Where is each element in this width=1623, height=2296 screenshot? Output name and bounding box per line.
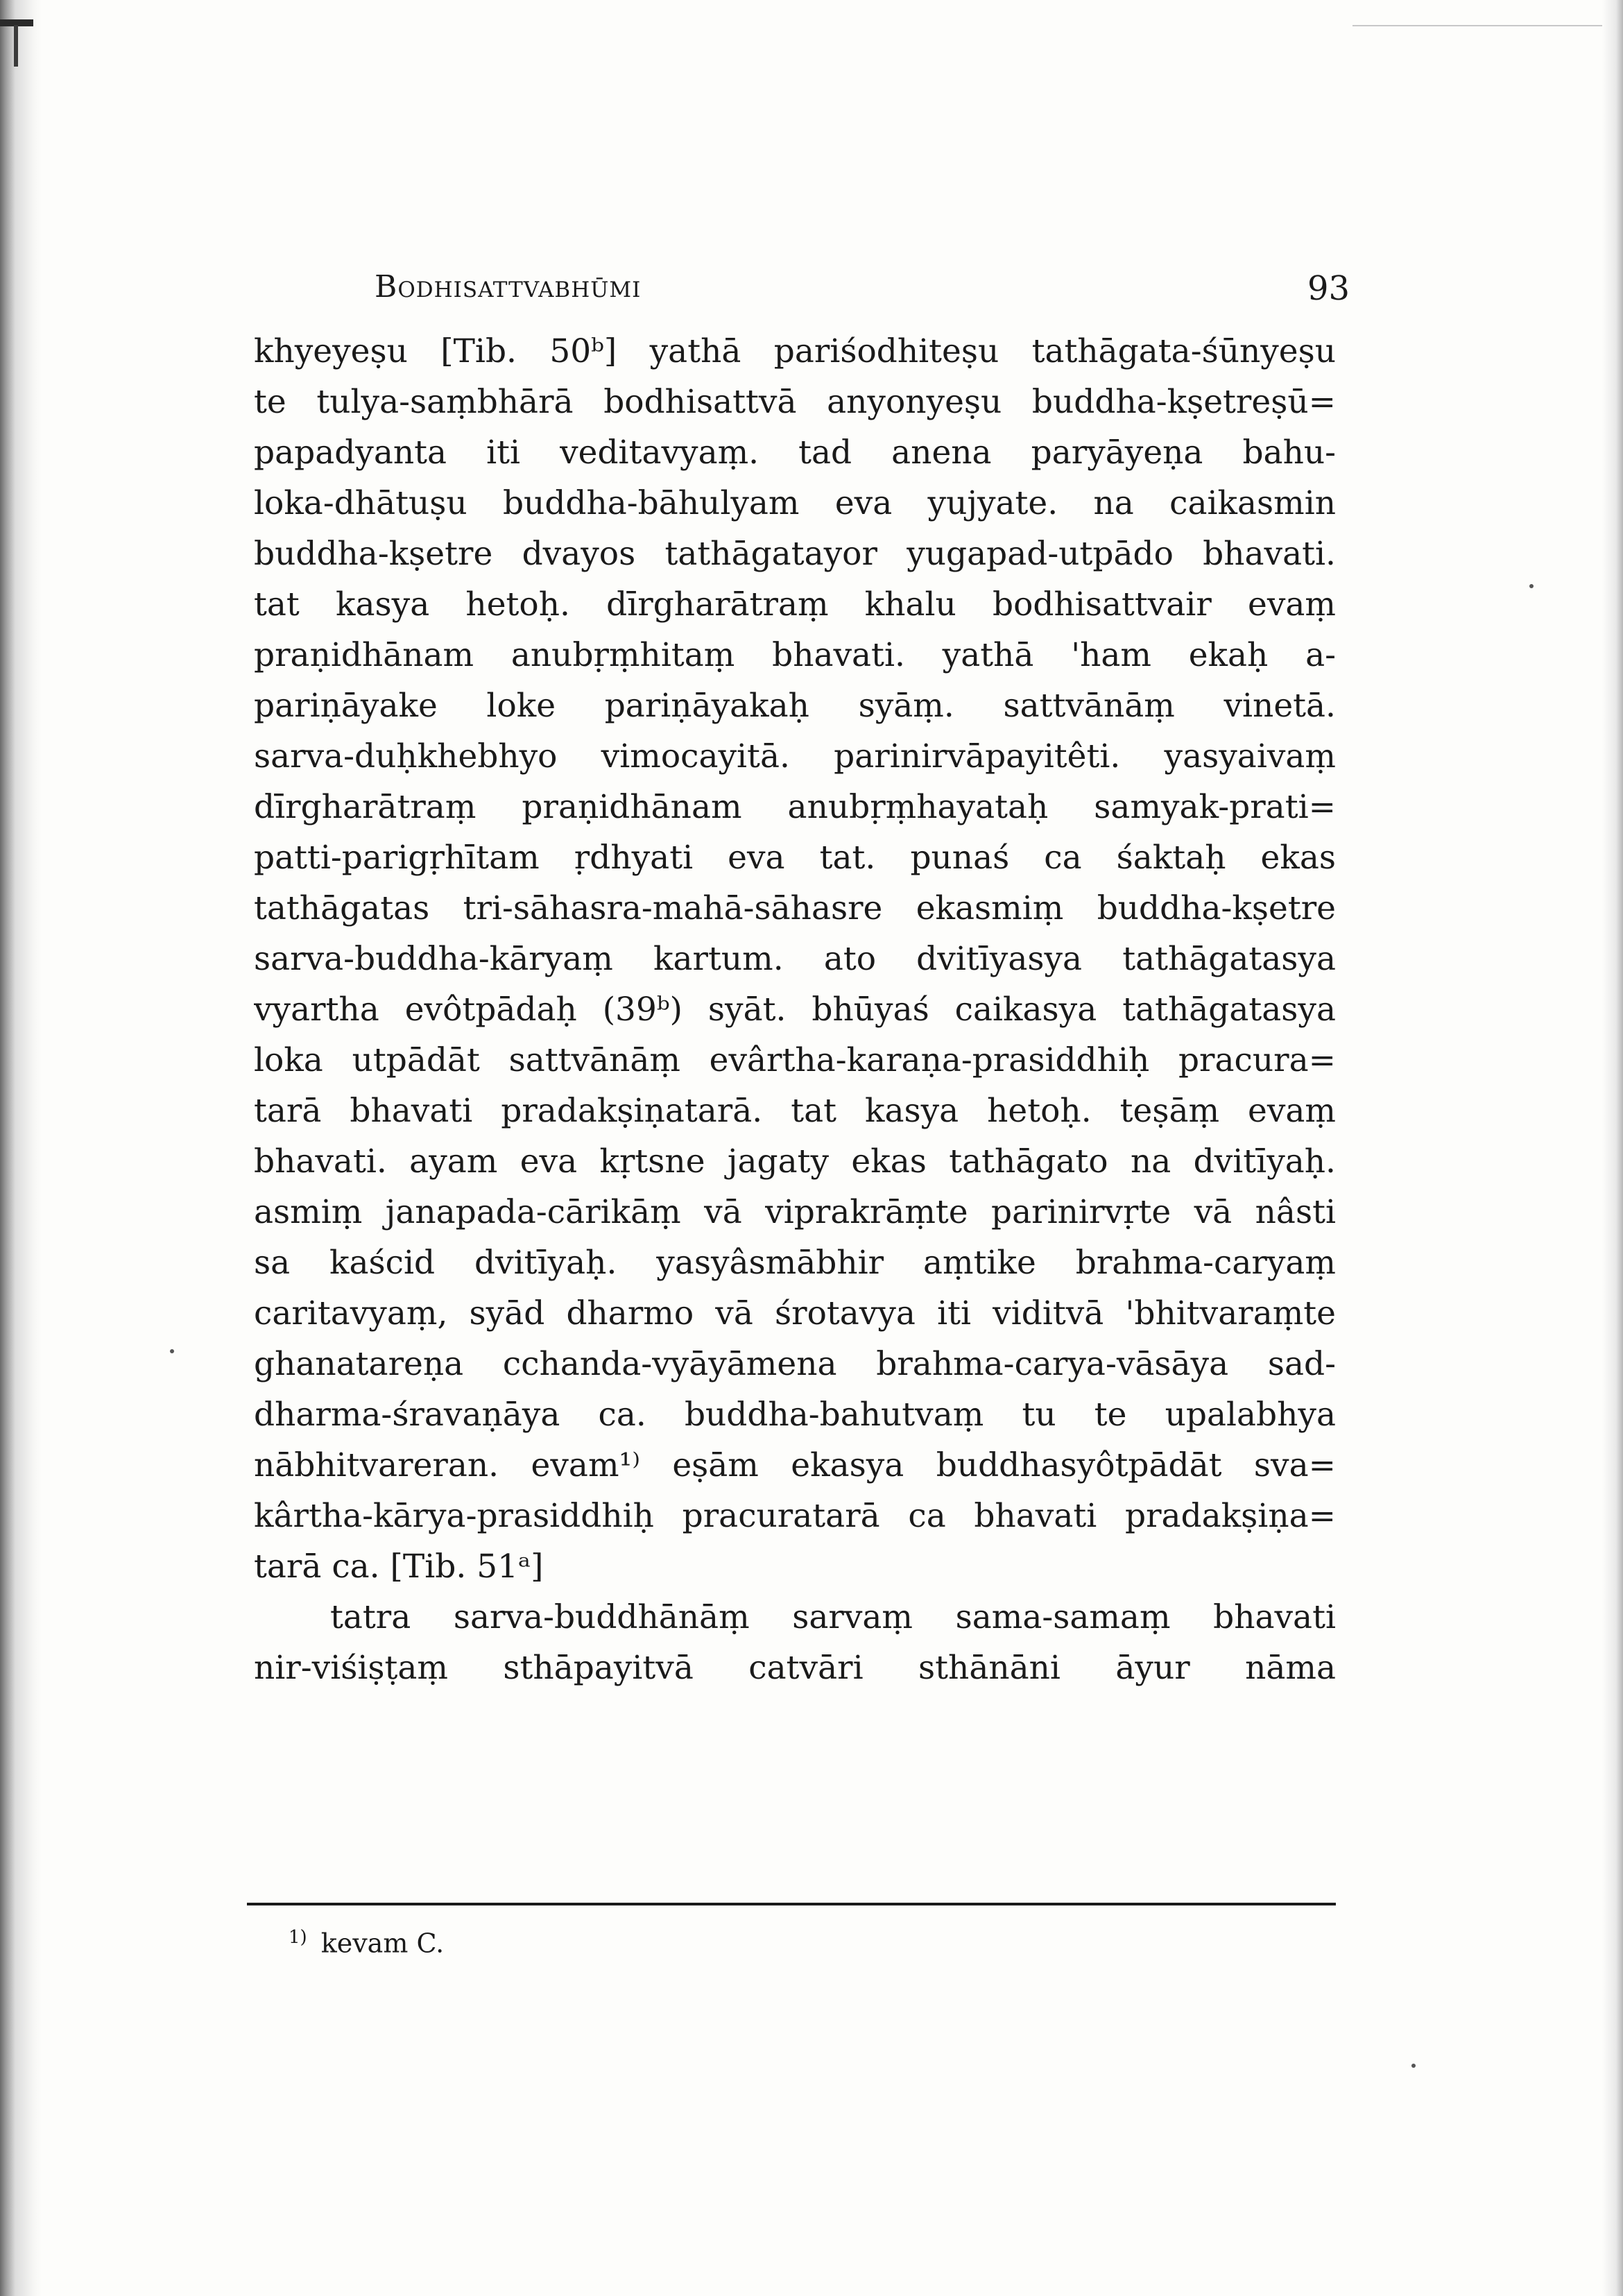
- text-line: sa kaścid dvitīyaḥ. yasyâsmābhir aṃtike brahma-caryaṃ: [254, 1244, 1336, 1282]
- footnote-rule: [247, 1903, 1336, 1905]
- text-line: khyeyeṣu [Tib. 50ᵇ] yathā pariśodhiteṣu tathāgata-śūnyeṣu: [254, 332, 1336, 370]
- text-line: sarva-buddha-kāryaṃ kartum. ato dvitīyasya tathāgatasya: [254, 940, 1336, 978]
- binding-edge: [0, 0, 42, 2296]
- paragraph-end-line: tarā ca. [Tib. 51ᵃ]: [254, 1548, 544, 1586]
- body-text: [254, 326, 1336, 1693]
- text-line: loka utpādāt sattvānāṃ evârtha-karaṇa-prasiddhiḥ pracura=: [254, 1041, 1336, 1079]
- text-line: dharma-śravaṇāya ca. buddha-bahutvaṃ tu te upalabhya: [254, 1396, 1336, 1434]
- text-line: papadyanta iti veditavyaṃ. tad anena paryāyeṇa bahu-: [254, 434, 1336, 472]
- binding-stem: [14, 25, 18, 67]
- scan-speck: [170, 1349, 174, 1353]
- text-line: ghanatareṇa cchanda-vyāyāmena brahma-carya-vāsāya sad-: [254, 1345, 1336, 1383]
- top-edge-rule: [1352, 25, 1602, 26]
- text-line: tat kasya hetoḥ. dīrgharātraṃ khalu bodhisattvair evaṃ: [254, 585, 1336, 624]
- footnote-text: kevam C.: [320, 1928, 445, 1959]
- text-line: nir-viśiṣṭaṃ sthāpayitvā catvāri sthānāni āyur nāma: [254, 1649, 1336, 1687]
- scan-speck: [1411, 2064, 1416, 2068]
- text-line: loka-dhātuṣu buddha-bāhulyam eva yujyate. na caikasmin: [254, 484, 1336, 522]
- right-page-edge: [1602, 0, 1623, 2296]
- page-number: 93: [1307, 269, 1350, 308]
- text-line: nābhitvareran. evam¹⁾ eṣām ekasya buddhasyôtpādāt sva=: [254, 1446, 1336, 1484]
- text-line: tathāgatas tri-sāhasra-mahā-sāhasre ekasmiṃ buddha-kṣetre: [254, 889, 1336, 927]
- footnote-marker: 1): [289, 1927, 307, 1948]
- text-line: te tulya-saṃbhārā bodhisattvā anyonyeṣu buddha-kṣetreṣū=: [254, 383, 1336, 421]
- text-line: sarva-duḥkhebhyo vimocayitā. parinirvāpayitêti. yasyaivaṃ: [254, 737, 1336, 776]
- text-line: dīrgharātraṃ praṇidhānam anubṛṃhayataḥ samyak-prati=: [254, 788, 1336, 826]
- text-line: patti-parigṛhītam ṛdhyati eva tat. punaś ca śaktaḥ ekas: [254, 839, 1336, 877]
- text-line: buddha-kṣetre dvayos tathāgatayor yugapad-utpādo bhavati.: [254, 535, 1336, 573]
- text-line: pariṇāyake loke pariṇāyakaḥ syāṃ. sattvānāṃ vinetā.: [254, 687, 1336, 725]
- text-line: asmiṃ janapada-cārikāṃ vā viprakrāṃte parinirvṛte vā nâsti: [254, 1193, 1336, 1231]
- footnote: [289, 1927, 444, 1959]
- text-line: caritavyaṃ, syād dharmo vā śrotavya iti viditvā 'bhitvaraṃte: [254, 1294, 1336, 1333]
- running-title: Bodhisattvabhūmi: [375, 269, 642, 305]
- text-line: vyartha evôtpādaḥ (39ᵇ) syāt. bhūyaś caikasya tathāgatasya: [254, 991, 1336, 1029]
- text-line: kârtha-kārya-prasiddhiḥ pracuratarā ca bhavati pradakṣiṇa=: [254, 1497, 1336, 1535]
- text-line: tarā bhavati pradakṣiṇatarā. tat kasya hetoḥ. teṣāṃ evaṃ: [254, 1092, 1336, 1130]
- paragraph-start-line: tatra sarva-buddhānāṃ sarvaṃ sama-samaṃ bhavati: [330, 1598, 1336, 1636]
- scan-speck: [1529, 584, 1534, 588]
- text-line: praṇidhānam anubṛṃhitaṃ bhavati. yathā 'ham ekaḥ a-: [254, 636, 1336, 674]
- text-line: bhavati. ayam eva kṛtsne jagaty ekas tathāgato na dvitīyaḥ.: [254, 1142, 1336, 1181]
